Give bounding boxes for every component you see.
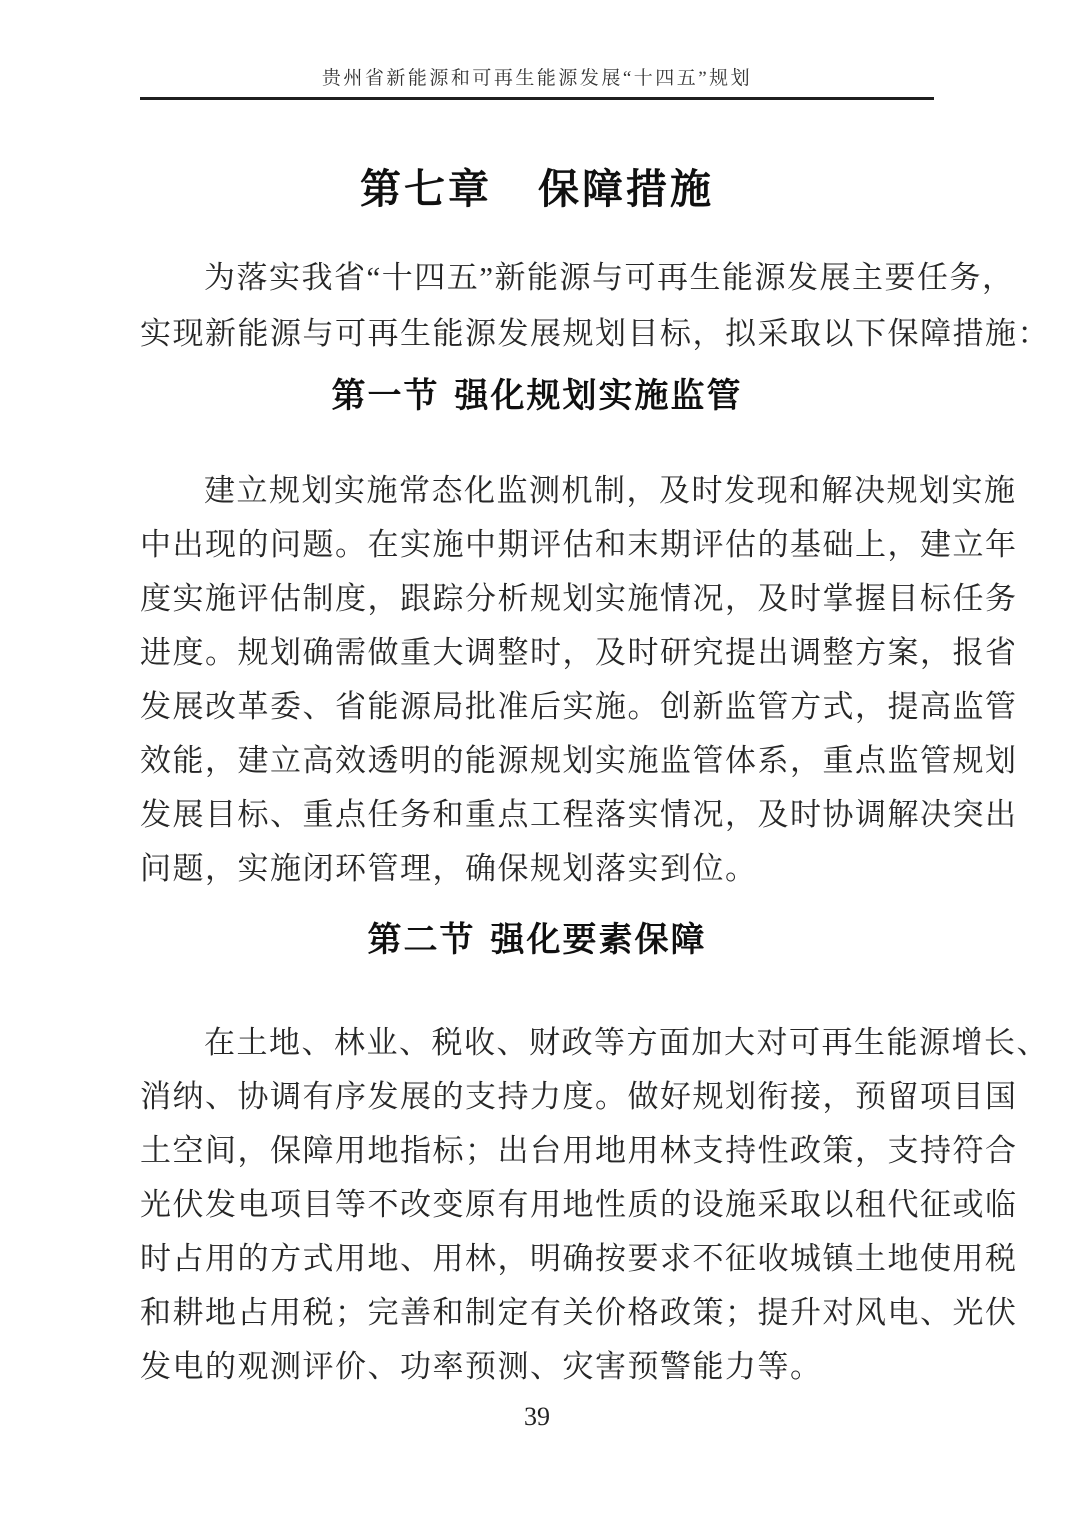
paragraph-line: 发展目标、重点任务和重点工程落实情况，及时协调解决突出	[140, 797, 1018, 832]
paragraph-line: 光伏发电项目等不改变原有用地性质的设施采取以租代征或临	[140, 1187, 1018, 1222]
section-1-heading	[140, 374, 934, 420]
paragraph-line: 和耕地占用税；完善和制定有关价格政策；提升对风电、光伏	[140, 1295, 1018, 1330]
paragraph-line: 实现新能源与可再生能源发展规划目标，拟采取以下保障措施：	[140, 316, 1050, 351]
section-1-label: 第一节	[331, 378, 440, 415]
paragraph-line: 发电的观测评价、功率预测、灾害预警能力等。	[140, 1349, 823, 1384]
running-header: 贵州省新能源和可再生能源发展“十四五”规划	[321, 68, 753, 89]
paragraph-line: 时占用的方式用地、用林，明确按要求不征收城镇土地使用税	[140, 1241, 1018, 1276]
paragraph-line: 在土地、林业、税收、财政等方面加大对可再生能源增长、	[204, 1025, 1049, 1060]
paragraph-line: 效能，建立高效透明的能源规划实施监管体系，重点监管规划	[140, 743, 1018, 778]
paragraph-line: 为落实我省“十四五”新能源与可再生能源发展主要任务，	[204, 260, 1015, 295]
section-2-paragraph	[140, 1016, 1049, 1394]
paragraph-line: 建立规划实施常态化监测机制，及时发现和解决规划实施	[204, 473, 1017, 508]
header-rule	[140, 97, 934, 100]
paragraph-line: 中出现的问题。在实施中期评估和末期评估的基础上，建立年	[140, 527, 1018, 562]
chapter-title	[140, 163, 934, 215]
paragraph-line: 进度。规划确需做重大调整时，及时研究提出调整方案，报省	[140, 635, 1018, 670]
intro-paragraph	[140, 250, 1050, 362]
page-content	[140, 163, 1050, 1432]
paragraph-line: 消纳、协调有序发展的支持力度。做好规划衔接，预留项目国	[140, 1079, 1018, 1114]
section-2-label: 第二节	[367, 922, 476, 959]
paragraph-line: 度实施评估制度，跟踪分析规划实施情况，及时掌握目标任务	[140, 581, 1018, 616]
section-2-title: 强化要素保障	[490, 922, 707, 959]
chapter-title-text: 保障措施	[538, 166, 714, 212]
page-number: 39	[524, 1402, 550, 1431]
chapter-number: 第七章	[360, 166, 492, 212]
section-2-heading	[140, 918, 934, 964]
paragraph-line: 土空间，保障用地指标；出台用地用林支持性政策，支持符合	[140, 1133, 1018, 1168]
section-1-paragraph	[140, 464, 1018, 896]
paragraph-line: 问题，实施闭环管理，确保规划落实到位。	[140, 851, 758, 886]
section-1-title: 强化规划实施监管	[454, 378, 743, 415]
paragraph-line: 发展改革委、省能源局批准后实施。创新监管方式，提高监管	[140, 689, 1018, 724]
